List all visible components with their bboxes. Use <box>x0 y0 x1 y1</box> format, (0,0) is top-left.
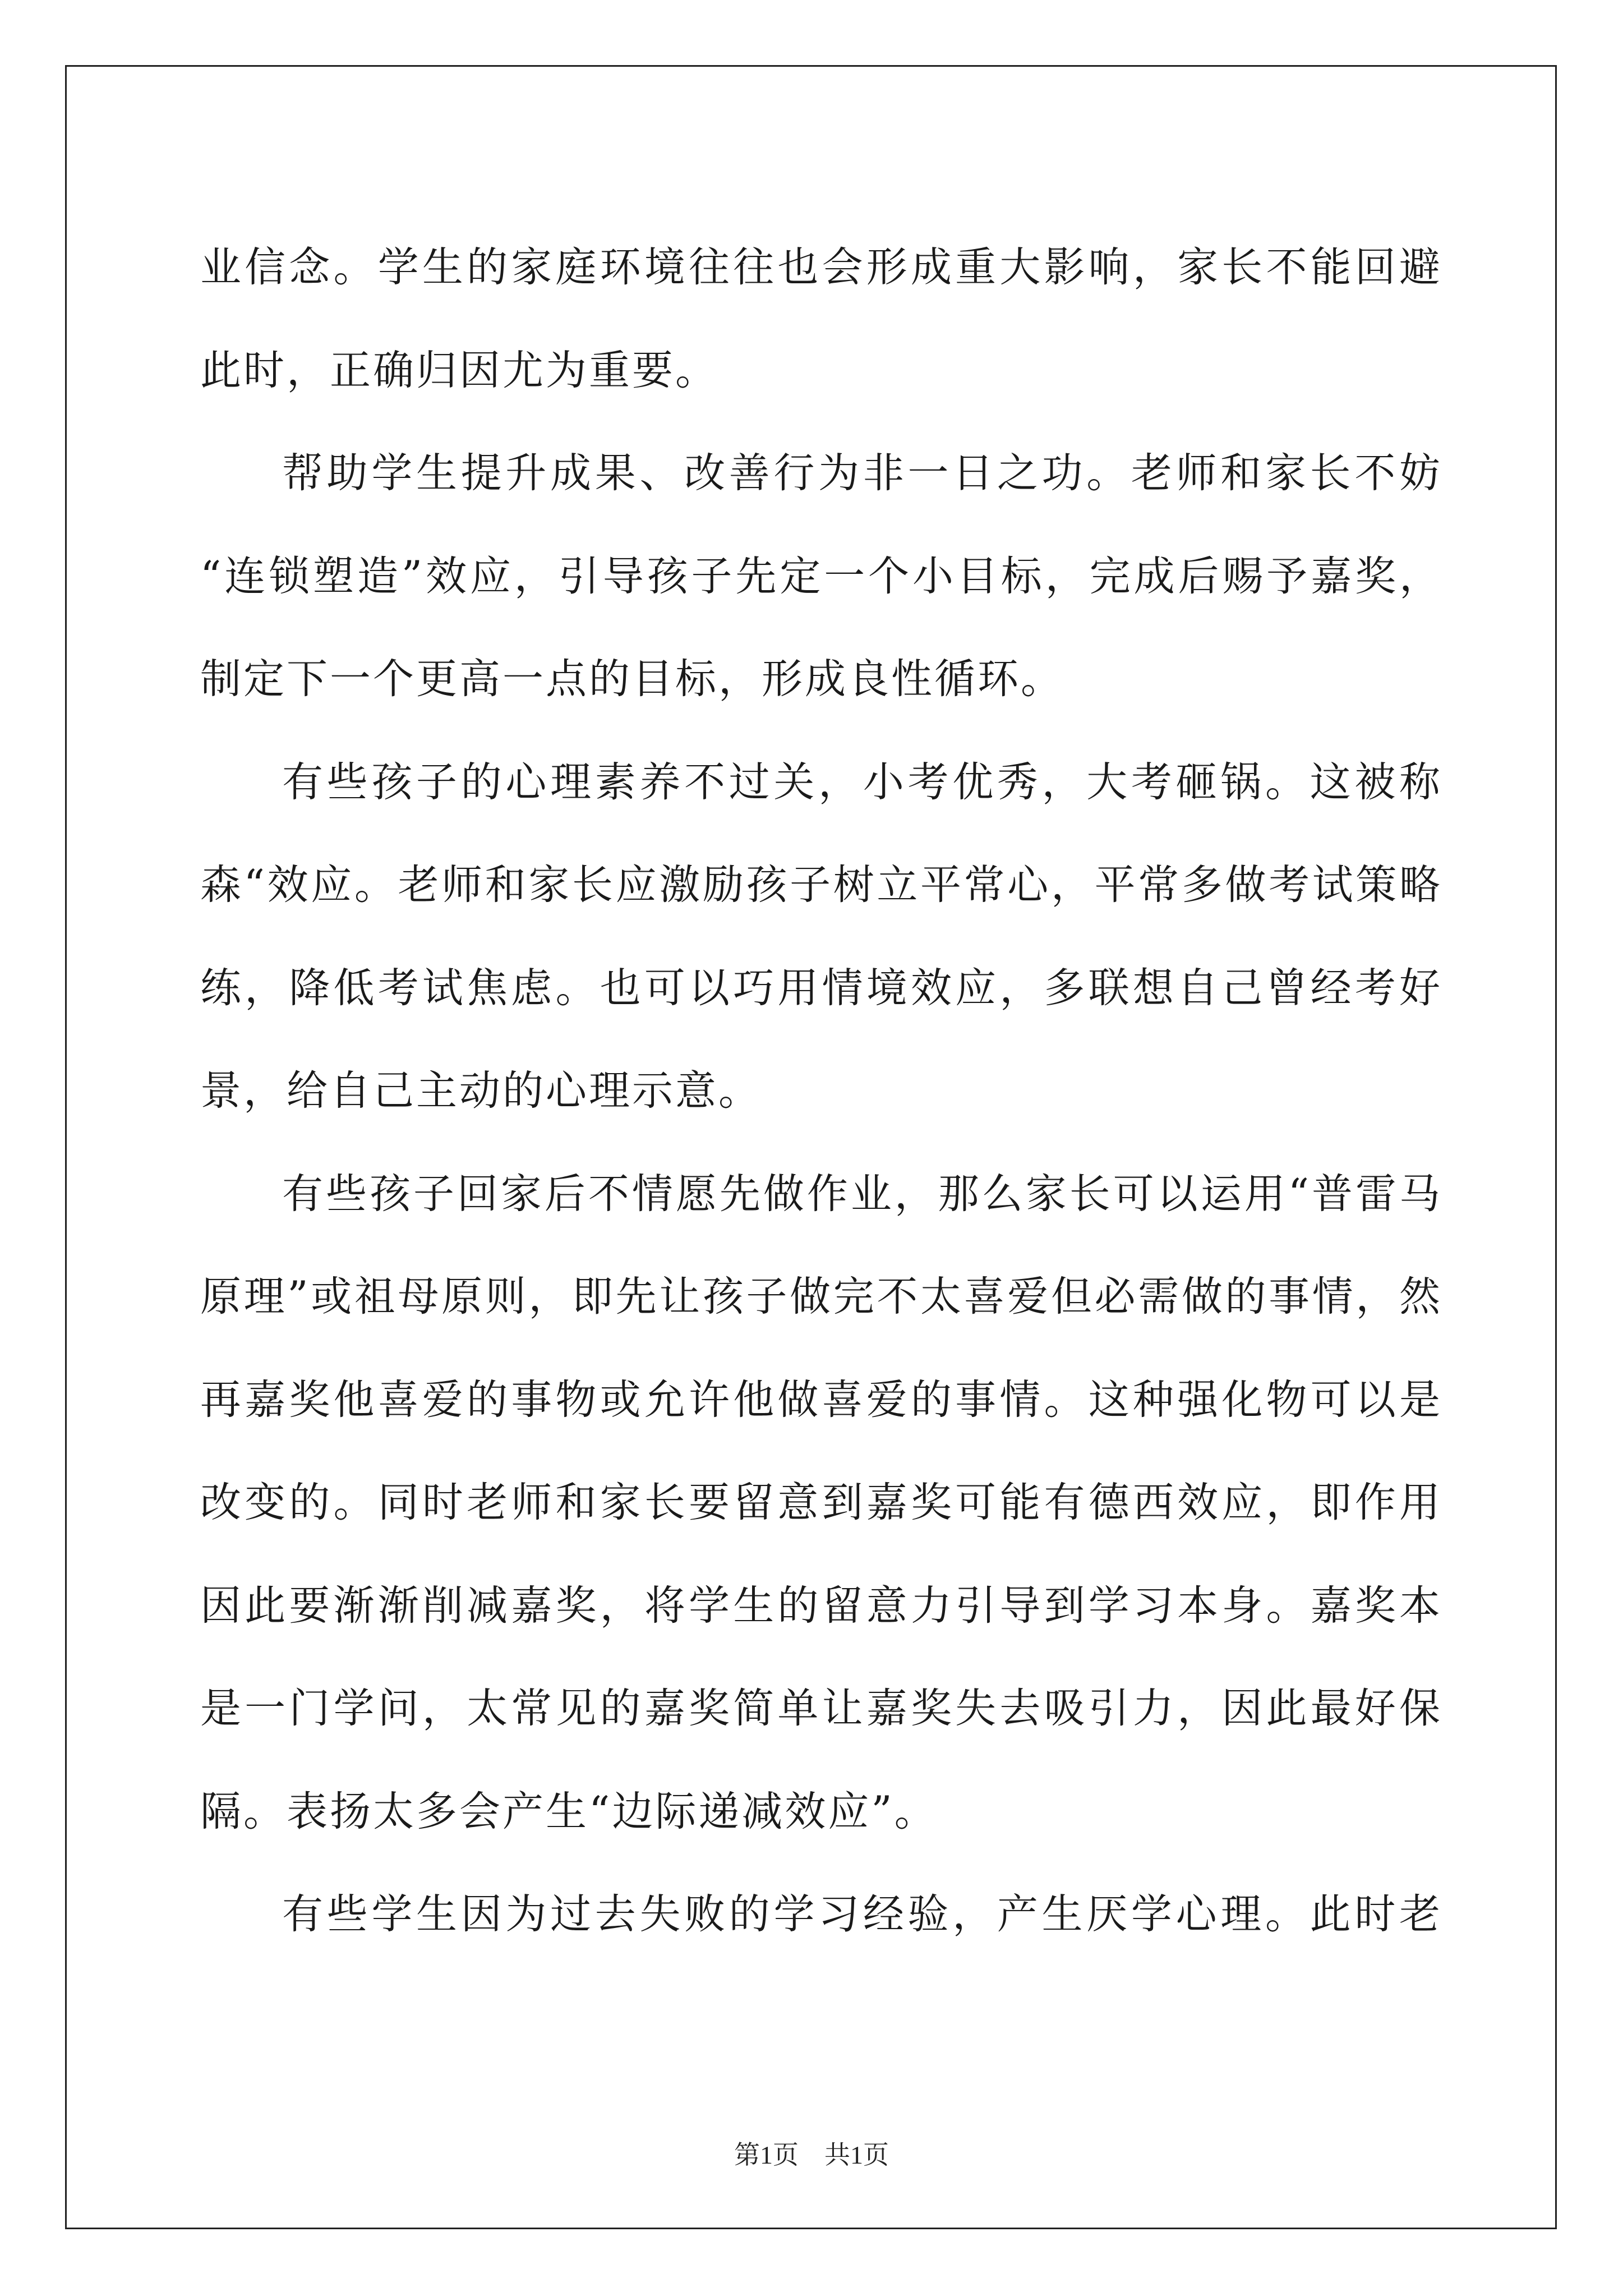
page-number-footer: 第1页 共1页 <box>734 2141 889 2169</box>
text-line: 因此要渐渐削减嘉奖，将学生的留意力引导到学习本身。嘉奖本 <box>200 1581 1442 1630</box>
text-line: 业信念。学生的家庭环境往往也会形成重大影响，家长不能回避 <box>200 243 1442 291</box>
text-line: 有些学生因为过去失败的学习经验，产生厌学心理。此时老 <box>282 1890 1442 1938</box>
text-line: 再嘉奖他喜爱的事物或允许他做喜爱的事情。这种强化物可以是 <box>200 1375 1442 1424</box>
text-line: 森“效应。老师和家长应激励孩子树立平常心，平常多做考试策略 <box>200 861 1442 909</box>
text-line: 此时，正确归因尤为重要。 <box>200 346 718 394</box>
document-body <box>200 216 1442 1966</box>
text-line: “连锁塑造”效应，引导孩子先定一个小目标，完成后赐予嘉奖， <box>200 552 1442 600</box>
text-line: 有些孩子回家后不情愿先做作业，那么家长可以运用“普雷马 <box>282 1170 1442 1218</box>
text-line: 改变的。同时老师和家长要留意到嘉奖可能有德西效应，即作用 <box>200 1479 1442 1526</box>
text-line: 制定下一个更高一点的目标，形成良性循环。 <box>200 655 1064 703</box>
text-line: 有些孩子的心理素养不过关，小考优秀，大考砸锅。这被称 <box>282 758 1442 806</box>
text-line: 原理”或祖母原则，即先让孩子做完不太喜爱但必需做的事情，然 <box>200 1273 1442 1320</box>
text-line: 隔。表扬太多会产生“边际递减效应”。 <box>200 1787 938 1835</box>
text-line: 是一门学问，太常见的嘉奖简单让嘉奖失去吸引力，因此最好保 <box>200 1685 1442 1732</box>
text-line: 帮助学生提升成果、改善行为非一日之功。老师和家长不妨 <box>282 449 1442 497</box>
text-line: 练，降低考试焦虑。也可以巧用情境效应，多联想自己曾经考好 <box>200 964 1442 1012</box>
text-line: 景，给自己主动的心理示意。 <box>200 1067 762 1115</box>
